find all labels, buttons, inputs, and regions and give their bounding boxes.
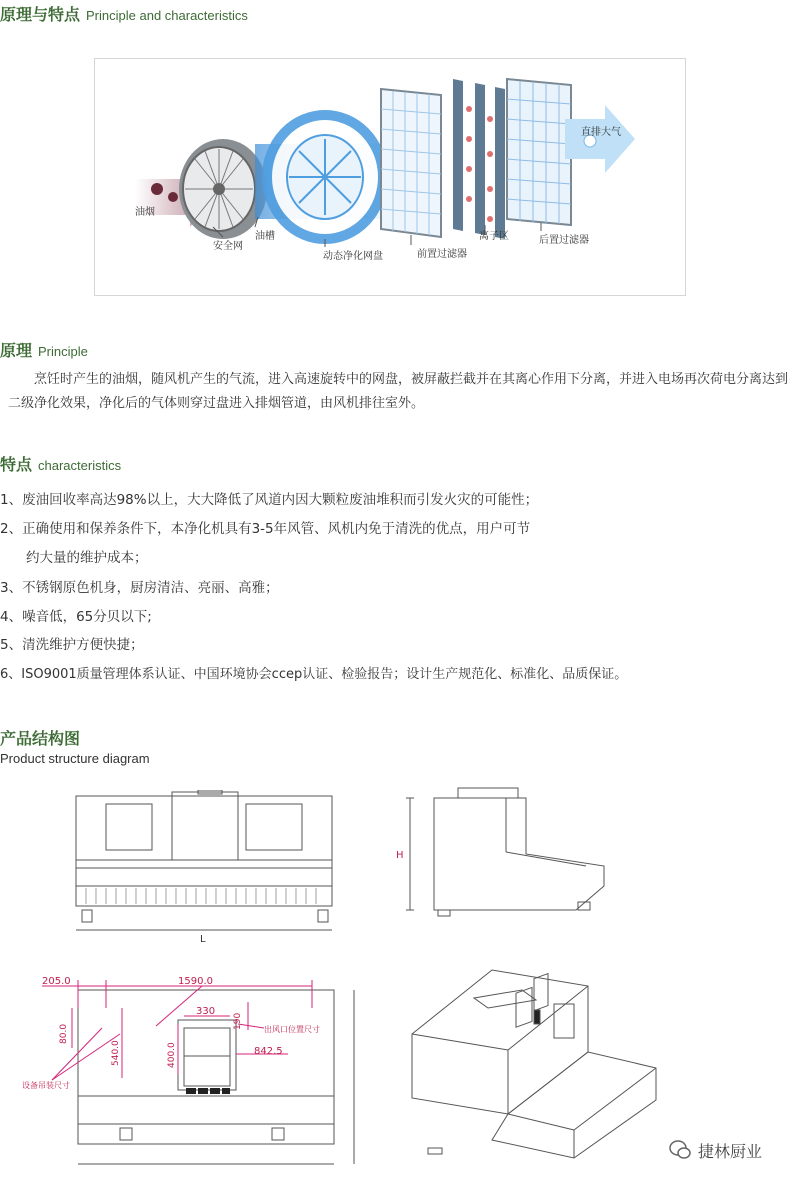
outlet-label: 出风口位置尺寸 [264,1025,320,1034]
label-exhaust: 直排大气 [581,127,621,138]
section-title-zh: 产品结构图 [0,729,81,748]
front-view-svg [72,790,342,950]
section-title-zh: 原理与特点 [0,5,81,24]
section-title-en: Product structure diagram [0,751,150,766]
dim-540: 540.0 [111,1040,121,1066]
purification-process-figure [94,58,686,296]
post-filter-grid [507,79,571,225]
smoke-particle [168,192,178,202]
isometric-svg [404,964,668,1170]
section-title-principle [0,338,88,361]
dim-H: H [396,850,404,861]
exhaust-arrow [565,105,635,173]
section-title-principle-characteristics [0,2,248,25]
smoke-particle [151,183,163,195]
dimensioned-front-drawing [2,968,366,1180]
dim-400: 400.0 [167,1042,177,1068]
front-view-drawing [72,790,342,954]
section-title-zh: 特点 [0,455,33,474]
feature-item: 2、正确使用和保养条件下，本净化机具有3-5年风管、风机内免于清洗的优点，用户可节 [0,521,531,537]
dim-L: L [200,934,206,945]
isometric-drawing [404,964,668,1174]
section-title-en: Principle and characteristics [86,8,248,23]
purification-process-svg [95,59,687,297]
feature-item: 4、噪音低，65分贝以下; [0,609,152,625]
section-title-en: characteristics [38,458,122,473]
label-oil-tank: 油槽 [255,231,275,242]
label-pre-filter: 前置过滤器 [417,249,467,260]
side-view-svg [396,786,616,922]
pre-filter-grid [381,89,441,237]
hang-label: 设备吊装尺寸 [22,1081,70,1090]
dim-842: 842.5 [254,1046,283,1057]
feature-item-continued: 约大量的维护成本； [26,550,148,566]
dim-190: 190 [233,1012,243,1030]
section-title-zh: 原理 [0,341,33,360]
section-title-characteristics [0,452,121,475]
brand-watermark [668,1138,762,1162]
feature-item: 6、ISO9001质量管理体系认证、中国环境协会ccep认证、检验报告；设计生产规范化、标准化、品质保证。 [0,667,628,682]
feature-item: 5、清洗维护方便快捷； [0,637,144,653]
ion-zone-plates [453,79,505,239]
label-ion-zone: 离子区 [479,231,509,242]
label-dynamic-disc: 动态净化网盘 [323,251,383,262]
dim-330: 330 [196,1006,216,1017]
label-safety-net: 安全网 [213,241,243,252]
section-title-structure [0,726,150,766]
dim-80: 80.0 [59,1023,69,1044]
dimensioned-front-svg [2,968,366,1176]
side-view-drawing [396,786,616,926]
feature-item: 1、废油回收率高达98%以上，大大降低了风道内因大颗粒废油堆积而引发火灾的可能性； [0,492,539,508]
principle-paragraph: 烹饪时产生的油烟，随风机产生的气流，进入高速旋转中的网盘，被屏蔽拦截并在其离心作用下分离，并进入电场再次荷电分离达到二级净化效果，净化后的气体则穿过盘进入排烟管道，由风机排往室外。 [8,372,789,411]
label-oil-smoke: 油烟 [135,207,155,218]
feature-item: 3、不锈钢原色机身，厨房清洁、亮丽、高雅； [0,580,279,596]
section-title-en: Principle [38,344,88,359]
wechat-icon [668,1138,692,1162]
watermark-text: 捷林厨业 [698,1141,763,1161]
dim-1590: 1590.0 [178,976,213,987]
label-post-filter: 后置过滤器 [539,235,589,246]
dim-205: 205.0 [42,976,71,987]
